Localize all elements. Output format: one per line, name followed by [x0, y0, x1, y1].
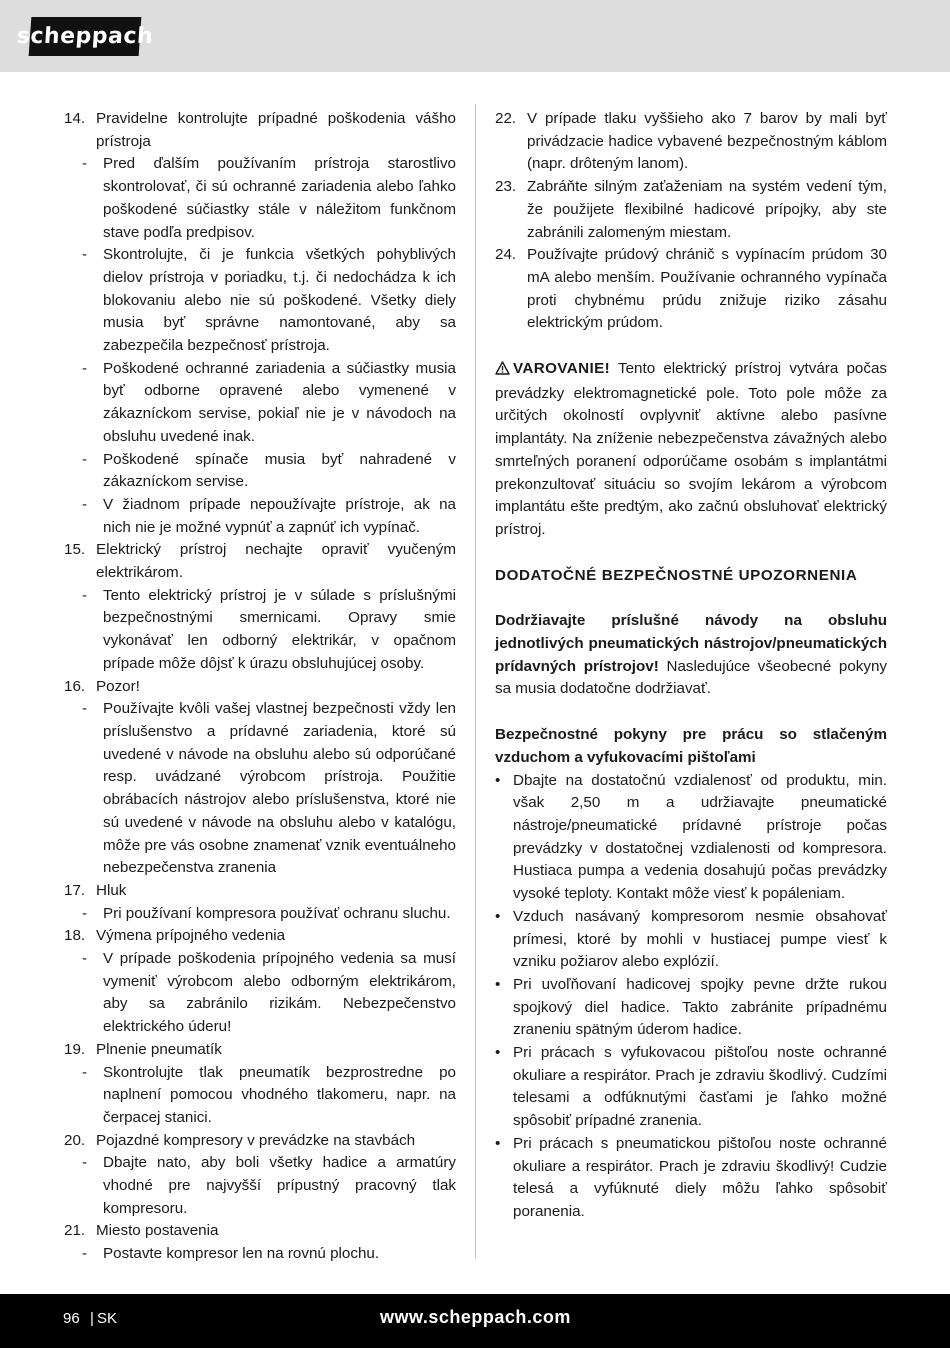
sub-item-text: Pri používaní kompresora používať ochranu sluchu. — [103, 904, 451, 922]
page-header — [0, 0, 950, 72]
sub-item — [64, 585, 456, 676]
sub-item-text: Tento elektrický prístroj je v súlade s príslušnými bezpečnostnými smernicami. Opravy smie vykonávať len odborný elektrikár, v opačnom prípade môže dôjsť k úrazu obsluhujúcej osoby. — [103, 586, 456, 672]
dash-marker: - — [82, 1245, 88, 1263]
sub-item-text: Postavte kompresor len na rovnú plochu. — [103, 1245, 380, 1263]
dash-marker: - — [82, 1154, 88, 1172]
item-number: 22. — [495, 110, 517, 127]
dash-marker: - — [82, 359, 88, 377]
brand-logo: scheppach — [29, 17, 142, 56]
list-item-18 — [64, 925, 456, 948]
sub-item-text: Poškodené ochranné zariadenia a súčiastky musia byť odborne opravené alebo vymenené v zákazníckom servise, pokiaľ nie je v návodoch na obsluhu uvedené inak. — [103, 359, 456, 445]
page-footer — [0, 1294, 950, 1348]
item-number: 21. — [64, 1222, 86, 1240]
dash-marker: - — [82, 155, 88, 173]
dash-marker: - — [82, 495, 88, 513]
item-text: V prípade tlaku vyššieho ako 7 barov by mali byť privádzacie hadice vybavené bezpečnostným káblom (napr. drôteným lanom). — [527, 110, 887, 173]
bullet-text: Pri prácach s vyfukovacou pištoľou noste ochranné okuliare a respirátor. Prach je zdraviu škodlivý. Cudzími telesami a odfúknutými časťami je ľahko možné spôsobiť prípadné zranenia. — [513, 1044, 887, 1130]
sub-item — [64, 358, 456, 449]
bullet-marker: • — [495, 771, 501, 789]
right-column — [495, 108, 887, 1224]
page-number: 96 — [63, 1310, 80, 1327]
bullet-marker: • — [495, 1134, 501, 1152]
bullet-text: Dbajte na dostatočnú vzdialenosť od produktu, min. však 2,50 m a udržiavajte pneumatické nástroje/pneumatické prídavné prístroje počas prevádzky v dostatočnej vzdialenosti od kompresora. Hustiaca pumpa a vedenia dosahujú počas prevádzky vysoké teploty. Kontakt môže viesť k popáleniam. — [513, 771, 887, 903]
item-title: Hluk — [96, 881, 127, 899]
item-title: Pozor! — [96, 677, 140, 695]
bullet-marker: • — [495, 1044, 501, 1062]
dash-marker: - — [82, 700, 88, 718]
dash-marker: - — [82, 246, 88, 264]
warning-label: VAROVANIE! — [513, 360, 611, 378]
sub-item — [64, 449, 456, 494]
list-item-20 — [64, 1130, 456, 1153]
warning-block — [495, 358, 887, 542]
list-item-14 — [64, 108, 456, 153]
list-item-19 — [64, 1039, 456, 1062]
dash-marker: - — [82, 904, 88, 922]
sub-item — [64, 1062, 456, 1130]
item-number: 19. — [64, 1040, 86, 1058]
list-item-16 — [64, 676, 456, 699]
item-number: 20. — [64, 1131, 86, 1149]
column-divider — [475, 104, 476, 1258]
item-text: Zabráňte silným zaťaženiam na systém vedení tým, že použijete flexibilné hadicové prípojky, aby ste zabránili zalomeným miestam. — [527, 178, 887, 241]
item-number: 14. — [64, 110, 86, 127]
sub-item-text: Poškodené spínače musia byť nahradené v zákazníckom servise. — [103, 450, 456, 491]
footer-separator: | — [90, 1310, 94, 1327]
list-item-15 — [64, 539, 456, 584]
sub-item-text: Skontrolujte tlak pneumatík bezprostredne po naplnení pomocou vhodného tlakomeru, napr. na čerpacej stanici. — [103, 1063, 456, 1126]
intro-paragraph — [495, 610, 887, 701]
warning-text: Tento elektrický prístroj vytvára počas prevádzky elektromagnetické pole. Toto pole môže za určitých okolností ovplyvniť aktívne alebo pasívne implantáty. Na zníženie nebezpečenstva závažných alebo smrteľných poranení odporúčame osobám s implantátmi prekonzultovať situáciu so svojím lekárom a výrobcom implantátu ešte predtým, ako začnú obsluhovať elektrický prístroj. — [495, 360, 887, 538]
list-item-21 — [64, 1220, 456, 1243]
sub-item-text: V žiadnom prípade nepoužívajte prístroje, ak na nich nie je možné vypnúť a zapnúť ich vypínač. — [103, 495, 456, 536]
intro-bold: Dodržiavajte príslušné návody na obsluhu jednotlivých pneumatických nástrojov/pneumatických prídavných prístrojov! — [495, 612, 887, 675]
item-number: 24. — [495, 246, 517, 264]
sub-item-text: Pred ďalším používaním prístroja starostlivo skontrolovať, či sú ochranné zariadenia alebo ľahko poškodené súčiastky stále v náležitom funkčnom stave podľa predpisov. — [103, 155, 456, 241]
dash-marker: - — [82, 950, 88, 968]
item-number: 15. — [64, 541, 86, 559]
sub-item — [64, 1243, 456, 1266]
sub-item-text: Používajte kvôli vašej vlastnej bezpečnosti vždy len príslušenstvo a prídavné zariadenia, ktoré sú uvedené v návode na obsluhu alebo sú odporúčané resp. uvádzané výrobcom prístroja. Použitie obrábacích nástrojov alebo príslušenstva, ktoré nie sú uvedené v návode na obsluhu alebo v katalógu, môže pre vás osobne znamenať vznik eventuálneho nebezpečenstva zranenia — [103, 700, 456, 877]
bullet-item — [495, 906, 887, 974]
item-number: 18. — [64, 927, 86, 945]
item-title: Pojazdné kompresory v prevádzke na stavbách — [96, 1131, 416, 1149]
sub-item — [64, 948, 456, 1039]
dash-marker: - — [82, 450, 88, 468]
item-title: Miesto postavenia — [96, 1222, 219, 1240]
language-code: SK — [97, 1310, 118, 1327]
item-number: 17. — [64, 881, 86, 899]
item-text: Používajte prúdový chránič s vypínacím prúdom 30 mA alebo menším. Používanie ochranného vypínača proti chybnému prúdu znižuje riziko zásahu elektrickým prúdom. — [527, 246, 887, 332]
item-title: Pravidelne kontrolujte prípadné poškodenia vášho prístroja — [96, 110, 456, 150]
list-item-24 — [495, 244, 887, 335]
intro-rest: Nasledujúce všeobecné pokyny sa musia dodatočne dodržiavať. — [495, 657, 887, 698]
list-item-23 — [495, 176, 887, 244]
left-column — [64, 108, 456, 1266]
warning-triangle-icon — [495, 360, 510, 383]
bullet-marker: • — [495, 907, 501, 925]
bullet-marker: • — [495, 975, 501, 993]
sub-item-text: Skontrolujte, či je funkcia všetkých pohyblivých dielov prístroja v poriadku, t.j. či nedochádza k ich blokovaniu alebo nie sú poškodené. Všetky diely musia byť správne namontované, aby sa zabezpečila bezpečnosť prístroja. — [103, 246, 456, 355]
item-number: 16. — [64, 677, 86, 695]
item-number: 23. — [495, 178, 517, 196]
section-heading: DODATOČNÉ BEZPEČNOSTNÉ UPOZORNENIA — [495, 566, 858, 584]
sub-item — [64, 1152, 456, 1220]
bullet-text: Pri uvoľňovaní hadicovej spojky pevne držte rukou spojkový diel hadice. Takto zabránite prípadnému zraneniu spätným úderom hadice. — [513, 975, 887, 1039]
sub-item-text: V prípade poškodenia prípojného vedenia sa musí vymeniť výrobcom alebo odborným elektrikárom, aby sa zabránilo rizikám. Nebezpečenstvo elektrického úderu! — [103, 950, 456, 1036]
website-link[interactable]: www.scheppach.com — [380, 1307, 571, 1327]
sub-item — [64, 153, 456, 244]
item-title: Výmena prípojného vedenia — [96, 927, 286, 945]
item-title: Elektrický prístroj nechajte opraviť vyučeným elektrikárom. — [96, 541, 456, 582]
sub-item — [64, 903, 456, 926]
bullet-item — [495, 1133, 887, 1224]
dash-marker: - — [82, 1063, 88, 1081]
sub-item — [64, 698, 456, 880]
bullet-item — [495, 1042, 887, 1133]
sub-item-text: Dbajte nato, aby boli všetky hadice a armatúry vhodné pre najvyšší prípustný pracovný tlak kompresoru. — [103, 1154, 456, 1217]
sub-item — [64, 244, 456, 358]
sub-item — [64, 494, 456, 539]
dash-marker: - — [82, 586, 88, 604]
bullet-text: Vzduch nasávaný kompresorom nesmie obsahovať prímesi, ktoré by mohli v hustiacej pumpe viesť k vzniku požiarov alebo explózií. — [513, 907, 887, 971]
list-item-22 — [495, 108, 887, 176]
sub-heading: Bezpečnostné pokyny pre prácu so stlačeným vzduchom a vyfukovacími pištoľami — [495, 726, 887, 766]
item-title: Plnenie pneumatík — [96, 1040, 222, 1058]
list-item-17 — [64, 880, 456, 903]
bullet-text: Pri prácach s pneumatickou pištoľou noste ochranné okuliare a respirátor. Prach je zdraviu škodlivý! Cudzie telesá a vyfúknuté diely môžu ľahko spôsobiť poranenia. — [513, 1134, 887, 1220]
bullet-item — [495, 770, 887, 906]
bullet-item — [495, 974, 887, 1042]
